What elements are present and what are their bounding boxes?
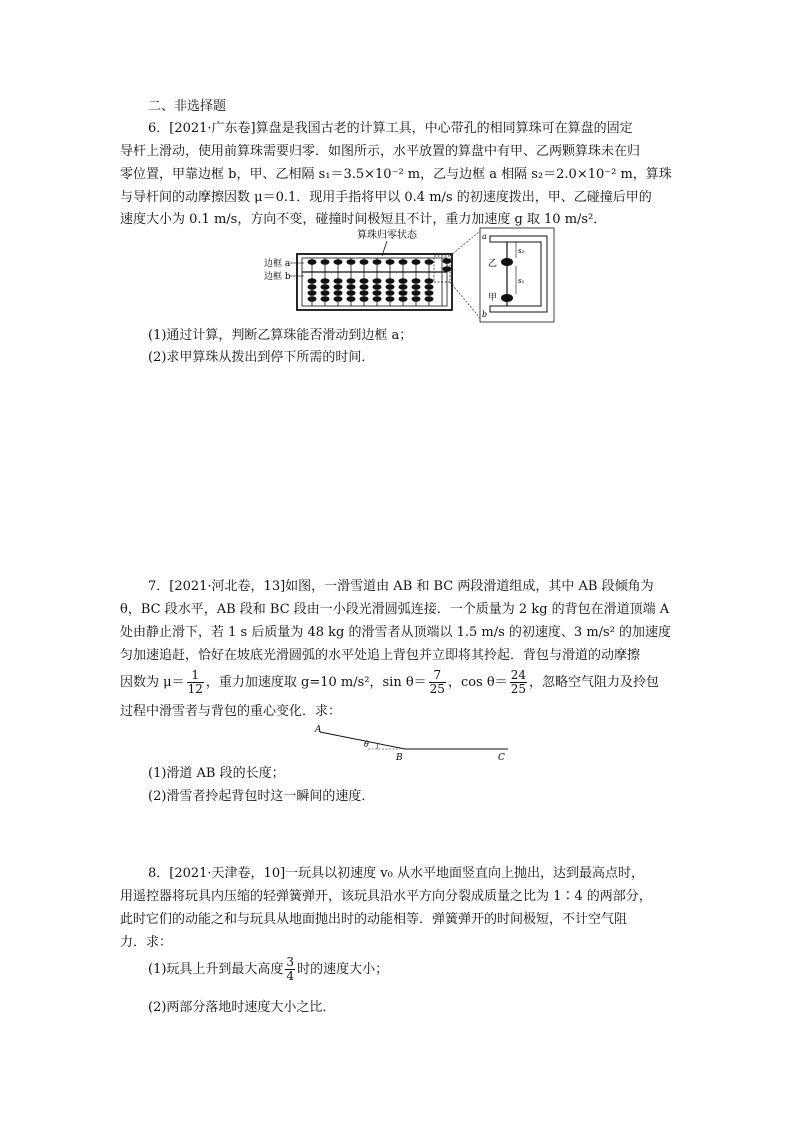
- point-b-label: B: [396, 753, 403, 763]
- abacus-bead: [321, 259, 330, 265]
- abacus-bead: [334, 290, 343, 296]
- abacus-bead: [308, 296, 317, 302]
- mu-numerator: 1: [187, 669, 204, 683]
- q7-line-4: 匀加速追赶，恰好在坡底光滑圆弧的水平处追上背包并立即将其拎起．背包与滑道的动摩擦: [120, 648, 641, 663]
- inset-s1-label: s₁: [518, 277, 525, 285]
- abacus-bead: [386, 259, 395, 265]
- q6-line-3: 零位置，甲靠边框 b，甲、乙相隔 s₁＝3.5×10⁻² m，乙与边框 a 相隔 s₂＝2.0×10⁻² m，算珠: [120, 167, 672, 182]
- q6-line-2: 导杆上滑动，使用前算珠需要归零．如图所示，水平放置的算盘中有甲、乙两颗算珠未在归: [120, 144, 641, 159]
- abacus-bead: [334, 296, 343, 302]
- height-denominator: 4: [286, 969, 295, 983]
- section-title: 二、非选择题: [148, 99, 227, 114]
- q6-line-5: 速度大小为 0.1 m/s，方向不变，碰撞时间极短且不计，重力加速度 g 取 10 m/s²．: [120, 212, 607, 227]
- abacus-bead: [360, 278, 369, 284]
- frame-a-label: 边框 a: [264, 259, 291, 269]
- abacus-rods: [308, 258, 452, 306]
- abacus-bead: [373, 284, 382, 290]
- abacus-bead: [425, 278, 434, 284]
- q7-line5-c: ，cos θ＝: [447, 675, 508, 690]
- abacus-bead: [412, 296, 421, 302]
- abacus-bead: [386, 284, 395, 290]
- q8-line-4: 力．求：: [120, 935, 173, 950]
- q6-line-1: 6．[2021·广东卷]算盘是我国古老的计算工具，中心带孔的相同算珠可在算盘的固定: [148, 121, 633, 136]
- sin-denominator: 25: [429, 682, 445, 696]
- abacus-figure: [262, 226, 562, 326]
- abacus-bead: [399, 278, 408, 284]
- q8-line-1: 8．[2021·天津卷，10]一玩具以初速度 v₀ 从水平地面竖直向上抛出，达到最高点时，: [148, 866, 644, 881]
- abacus-bead: [347, 259, 356, 265]
- point-a-label: A: [315, 725, 322, 735]
- height-fraction: [285, 956, 295, 983]
- abacus-bead: [321, 284, 330, 290]
- abacus-bead: [347, 290, 356, 296]
- abacus-bead: [373, 296, 382, 302]
- abacus-bead: [412, 290, 421, 296]
- abacus-bead: [360, 290, 369, 296]
- abacus-bead: [321, 296, 330, 302]
- sin-numerator: 7: [429, 669, 446, 683]
- abacus-bead: [373, 259, 382, 265]
- abacus-bead: [373, 290, 382, 296]
- abacus-bead: [308, 290, 317, 296]
- inset-yi-label: 乙: [488, 259, 498, 269]
- q7-line-1: 7．[2021·河北卷，13]如图，一滑雪道由 AB 和 BC 两段滑道组成，其中 AB 段倾角为: [148, 579, 654, 594]
- q8-line-3: 此时它们的动能之和与玩具从地面抛出时的动能相等．弹簧弹开的时间极短，不计空气阻: [120, 912, 628, 927]
- abacus-bead: [386, 296, 395, 302]
- q8-sub1: [148, 952, 388, 988]
- bead-jia: [501, 294, 513, 302]
- abacus-bead: [412, 284, 421, 290]
- abacus-bead: [373, 278, 382, 284]
- q7-line-3: 处由静止滑下，若 1 s 后质量为 48 kg 的滑雪者从顶端以 1.5 m/s 的初速度、3 m/s² 的加速度: [120, 625, 672, 640]
- cos-fraction: [510, 669, 527, 696]
- q7-line-5: [120, 663, 659, 703]
- q7-line5-a: 因数为 μ＝: [120, 675, 185, 690]
- abacus-caption: 算珠归零状态: [357, 230, 417, 241]
- abacus-bead: [360, 296, 369, 302]
- q8-sub1-a: (1)玩具上升到最大高度: [148, 962, 284, 977]
- abacus-bead: [425, 284, 434, 290]
- sin-fraction: [429, 669, 446, 696]
- q6-sub1: (1)通过计算，判断乙算珠能否滑动到边框 a；: [148, 328, 413, 343]
- q7-line-2: θ，BC 段水平，AB 段和 BC 段由一小段光滑圆弧连接．一个质量为 2 kg 的背包在滑道顶端 A: [120, 602, 670, 617]
- abacus-bead: [399, 284, 408, 290]
- abacus-bead: [425, 296, 434, 302]
- cos-denominator: 25: [510, 682, 526, 696]
- q7-sub2: (2)滑雪者拎起背包时这一瞬间的速度．: [148, 789, 375, 804]
- q8-sub1-b: 时的速度大小；: [297, 962, 389, 977]
- height-numerator: 3: [286, 955, 295, 969]
- abacus-bead: [347, 296, 356, 302]
- abacus-bead: [334, 259, 343, 265]
- abacus-bead: [412, 259, 421, 265]
- inset-b-label: b: [482, 310, 488, 319]
- q8-line-2: 用遥控器将玩具内压缩的轻弹簧弹开，该玩具沿水平方向分裂成质量之比为 1∶4 的两部分，: [120, 889, 652, 904]
- abacus-bead: [360, 284, 369, 290]
- q7-line5-b: ，重力加速度取 g=10 m/s²，sin θ＝: [205, 675, 427, 690]
- q7-sub1: (1)滑道 AB 段的长度；: [148, 766, 285, 781]
- abacus-bead: [386, 278, 395, 284]
- q7-line-6: 过程中滑雪者与背包的重心变化．求：: [120, 704, 342, 719]
- abacus-bead: [360, 259, 369, 265]
- ski-slope-figure: [308, 722, 518, 764]
- inset-a-label: a: [482, 232, 487, 241]
- abacus-bead: [321, 290, 330, 296]
- abacus-bead: [321, 278, 330, 284]
- mu-fraction: [187, 669, 204, 696]
- abacus-bead: [386, 290, 395, 296]
- mu-denominator: 12: [187, 682, 203, 696]
- frame-b-label: 边框 b: [264, 272, 291, 282]
- abacus-bead: [412, 278, 421, 284]
- q6-sub2: (2)求甲算珠从拨出到停下所需的时间．: [148, 350, 375, 365]
- q6-line-4: 与导杆间的动摩擦因数 μ＝0.1．现用手指将甲以 0.4 m/s 的初速度拨出，甲、乙碰撞后甲的: [120, 190, 652, 205]
- abacus-bead: [399, 259, 408, 265]
- abacus-bead: [399, 296, 408, 302]
- point-c-label: C: [498, 753, 505, 763]
- abacus-bead: [347, 278, 356, 284]
- inset-s2-label: s₂: [518, 247, 525, 255]
- abacus-bead: [425, 259, 434, 265]
- abacus-bead: [334, 278, 343, 284]
- q8-sub2: (2)两部分落地时速度大小之比．: [148, 1000, 336, 1015]
- abacus-bead: [308, 259, 317, 265]
- abacus-bead: [334, 284, 343, 290]
- bead-yi: [501, 258, 513, 266]
- q7-line5-d: ，忽略空气阻力及拎包: [528, 675, 659, 690]
- abacus-bead: [308, 284, 317, 290]
- theta-label: θ: [364, 740, 369, 749]
- abacus-bead: [399, 290, 408, 296]
- cos-numerator: 24: [510, 668, 526, 682]
- inset-jia-label: 甲: [488, 293, 498, 303]
- abacus-bead: [425, 290, 434, 296]
- abacus-bead: [347, 284, 356, 290]
- abacus-bead: [308, 278, 317, 284]
